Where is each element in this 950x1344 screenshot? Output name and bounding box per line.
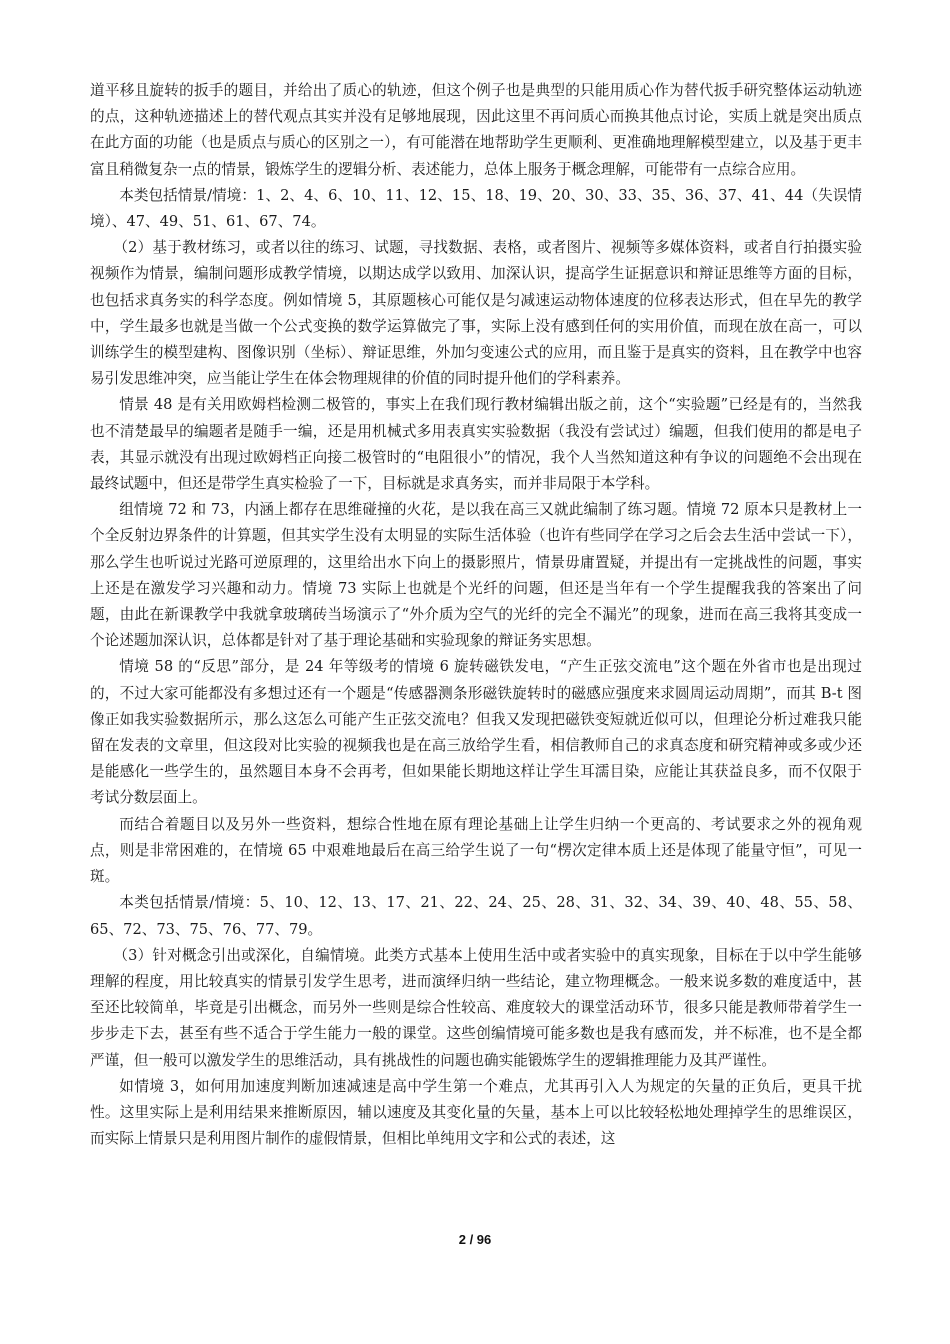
paragraph-section-3: （3）针对概念引出或深化，自编情境。此类方式基本上使用生活中或者实验中的真实现象，目标在于以中学生能够理解的程度，用比较真实的情景引发学生思考，进而演绎归纳一些结论，建立物理概念。一般来说多数的难度适中，甚至还比较简单，毕竟是引出概念，而另外一些则是综合性较高、难度较大的课堂活动环节，很多只能是教师带着学生一步步走下去，甚至有些不适合于学生能力一般的课堂。这些创编情境可能多数也是我有感而发，并不标准，也不是全都严谨，但一般可以激发学生的思维活动，具有挑战性的问题也确实能锻炼学生的逻辑推理能力及其严谨性。 — [90, 946, 862, 1069]
paragraph-case-72-73: 组情境 72 和 73，内涵上都存在思维碰撞的火花，是以我在高三又就此编制了练习题。情境 72 原本只是教材上一个全反射边界条件的计算题，但其实学生没有太明显的实际生活体验（也许有些同学在学习之后会去生活中尝试一下），那么学生也听说过光路可逆原理的，这里给出水下向上的摄影照片，情景毋庸置疑，并提出有一定挑战性的问题，事实上还是在激发学习兴趣和动力。情境 73 实际上也就是个光纤的问题，但还是当年有一个学生提醒我我的答案出了问题，由此在新课教学中我就拿玻璃砖当场演示了“外介质为空气的光纤的完全不漏光”的现象，进而在高三我将其变成一个论述题加深认识，总体都是针对了基于理论基础和实验现象的辩证务实思想。 — [90, 501, 862, 650]
page-number: 2 / 96 — [458, 1232, 492, 1247]
paragraph-case-58: 情境 58 的“反思”部分，是 24 年等级考的情境 6 旋转磁铁发电，“产生正弦交流电”这个题在外省市也是出现过的，不过大家可能都没有多想过还有一个题是“传感器测条形磁铁旋转时的磁感应强度来求圆周运动周期”，而其 B-t 图像正如我实验数据所示，那么这怎么可能产生正弦交流电？但我又发现把磁铁变短就近似可以，但理论分析过难我只能留在发表的文章里，但这段对比实验的视频我也是在高三放给学生看，相信教师自己的求真态度和研究精神或多或少还是能感化一些学生的，虽然题目本身不会再考，但如果能长期地这样让学生耳濡目染，应能让其获益良多，而不仅限于考试分数层面上。 — [90, 658, 862, 807]
paragraph-category-1-list: 本类包括情景/情境：1、2、4、6、10、11、12、15、18、19、20、30、33、35、36、37、41、44（失误情境）、47、49、51、61、67、74。 — [90, 186, 862, 231]
paragraph-category-2-list: 本类包括情景/情境：5、10、12、13、17、21、22、24、25、28、31、32、34、39、40、48、55、58、65、72、73、75、76、77、79。 — [90, 894, 862, 938]
paragraph-case-3: 如情境 3，如何用加速度判断加速减速是高中学生第一个难点，尤其再引入人为规定的矢量的正负后，更具干扰性。这里实际上是利用结果来推断原因，辅以速度及其变化量的矢量，基本上可以比较轻松地处理掉学生的思维误区，而实际上情景只是利用图片制作的虚假情景，但相比单纯用文字和公式的表述，这 — [90, 1077, 862, 1148]
paragraph-section-2: （2）基于教材练习，或者以往的练习、试题，寻找数据、表格，或者图片、视频等多媒体资料，或者自行拍摄实验视频作为情景，编制问题形成教学情境，以期达成学以致用、加深认识，提高学生证据意识和辩证思维等方面的目标，也包括求真务实的科学态度。例如情境 5，其原题核心可能仅是匀减速运动物体速度的位移表达形式，但在早先的教学中，学生最多也就是当做一个公式变换的数学运算做完了事，实际上没有感到任何的实用价值，而现在放在高一，可以训练学生的模型建构、图像识别（坐标）、辩证思维，外加匀变速公式的应用，而且鉴于是真实的资料，且在教学中也容易引发思维冲突，应当能让学生在体会物理规律的价值的同时提升他们的学科素养。 — [90, 239, 862, 388]
paragraph-continued: 道平移且旋转的扳手的题目，并给出了质心的轨迹，但这个例子也是典型的只能用质心作为替代扳手研究整体运动轨迹的点，这种轨迹描述上的替代观点其实并没有足够地展现，因此这里不再问质心而换其他点讨论，实质上就是突出质点在此方面的功能（也是质点与质心的区别之一），有可能潜在地帮助学生更顺利、更准确地理解模型建立，以及基于更丰富且稍微复杂一点的情景，锻炼学生的逻辑分析、表述能力，总体上服务于概念理解，可能带有一点综合应用。 — [90, 82, 862, 178]
paragraph-case-48: 情景 48 是有关用欧姆档检测二极管的，事实上在我们现行教材编辑出版之前，这个“实验题”已经是有的，当然我也不清楚最早的编题者是随手一编，还是用机械式多用表真实实验数据（我没有尝试过）编题，但我们使用的都是电子表，其显示就没有出现过欧姆档正向接二极管时的“电阻很小”的情况，我个人当然知道这种有争议的问题绝不会出现在最终试题中，但还是带学生真实检验了一下，目标就是求真务实，而并非局限于本学科。 — [90, 396, 862, 493]
page-body — [90, 78, 862, 1152]
paragraph-case-65: 而结合着题目以及另外一些资料，想综合性地在原有理论基础上让学生归纳一个更高的、考试要求之外的视角观点，则是非常困难的，在情境 65 中艰难地最后在高三给学生说了一句“楞次定律本质上还是体现了能量守恒”，可见一斑。 — [90, 815, 862, 886]
